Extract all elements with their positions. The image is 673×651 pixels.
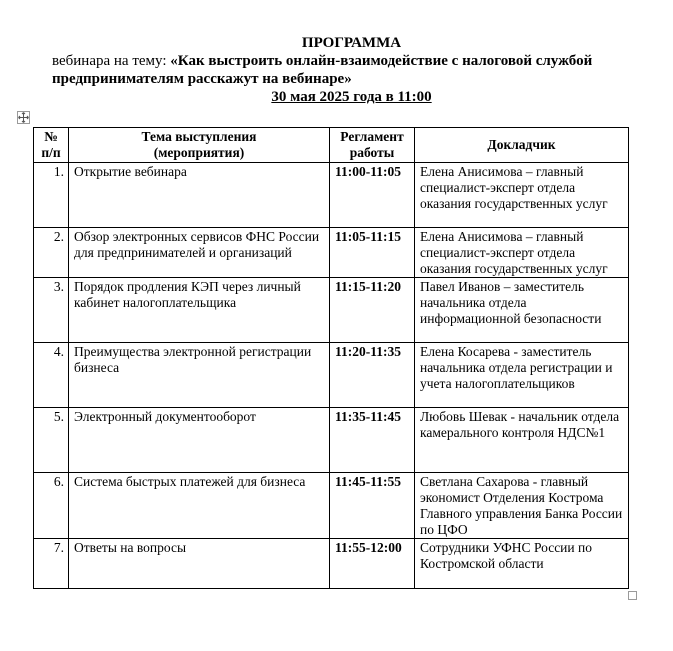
row-time: 11:45-11:55	[330, 473, 415, 539]
table-resize-handle-icon[interactable]	[628, 591, 637, 600]
row-speaker: Светлана Сахарова - главный экономист Отделения Кострома Главного управления Банка России по ЦФО	[415, 473, 629, 539]
table-row	[34, 228, 629, 278]
program-title: ПРОГРАММА	[301, 35, 402, 51]
table-row	[34, 278, 629, 343]
row-topic: Ответы на вопросы	[69, 539, 330, 589]
webinar-topic: «Как выстроить онлайн-взаимодействие с налоговой службой предпринимателям расскажут на вебинаре»	[52, 53, 593, 87]
row-topic: Открытие вебинара	[69, 163, 330, 228]
table-row	[34, 539, 629, 589]
column-header-time: Регламент работы	[330, 128, 415, 163]
row-time: 11:15-11:20	[330, 278, 415, 343]
row-time: 11:35-11:45	[330, 408, 415, 473]
row-number: 3.	[34, 278, 69, 343]
row-topic: Порядок продления КЭП через личный кабинет налогоплательщика	[69, 278, 330, 343]
row-speaker: Елена Анисимова – главный специалист-эксперт отдела оказания государственных услуг	[415, 163, 629, 228]
column-header-speaker: Докладчик	[415, 128, 629, 163]
row-speaker: Павел Иванов – заместитель начальника отдела информационной безопасности	[415, 278, 629, 343]
row-number: 1.	[34, 163, 69, 228]
table-row	[34, 343, 629, 408]
row-number: 4.	[34, 343, 69, 408]
webinar-date: 30 мая 2025 года в 11:00	[271, 89, 432, 105]
row-topic: Обзор электронных сервисов ФНС России для предпринимателей и организаций	[69, 228, 330, 278]
program-table	[33, 127, 629, 589]
document-header	[0, 34, 673, 106]
table-row	[34, 473, 629, 539]
table-move-handle-icon[interactable]	[17, 111, 30, 124]
row-speaker: Сотрудники УФНС России по Костромской области	[415, 539, 629, 589]
row-topic: Система быстрых платежей для бизнеса	[69, 473, 330, 539]
table-header-row	[34, 128, 629, 163]
row-speaker: Елена Анисимова – главный специалист-эксперт отдела оказания государственных услуг	[415, 228, 629, 278]
table-row	[34, 408, 629, 473]
webinar-subtitle	[52, 52, 653, 88]
row-number: 6.	[34, 473, 69, 539]
row-number: 2.	[34, 228, 69, 278]
column-header-topic: Тема выступления (мероприятия)	[69, 128, 330, 163]
row-time: 11:20-11:35	[330, 343, 415, 408]
row-time: 11:00-11:05	[330, 163, 415, 228]
row-time: 11:55-12:00	[330, 539, 415, 589]
row-number: 7.	[34, 539, 69, 589]
row-topic: Преимущества электронной регистрации бизнеса	[69, 343, 330, 408]
row-speaker: Любовь Шевак - начальник отдела камерального контроля НДС№1	[415, 408, 629, 473]
row-number: 5.	[34, 408, 69, 473]
row-speaker: Елена Косарева - заместитель начальника отдела регистрации и учета налогоплательщиков	[415, 343, 629, 408]
row-time: 11:05-11:15	[330, 228, 415, 278]
table-row	[34, 163, 629, 228]
row-topic: Электронный документооборот	[69, 408, 330, 473]
subtitle-prefix: вебинара на тему:	[52, 53, 171, 69]
column-header-number: № п/п	[34, 128, 69, 163]
